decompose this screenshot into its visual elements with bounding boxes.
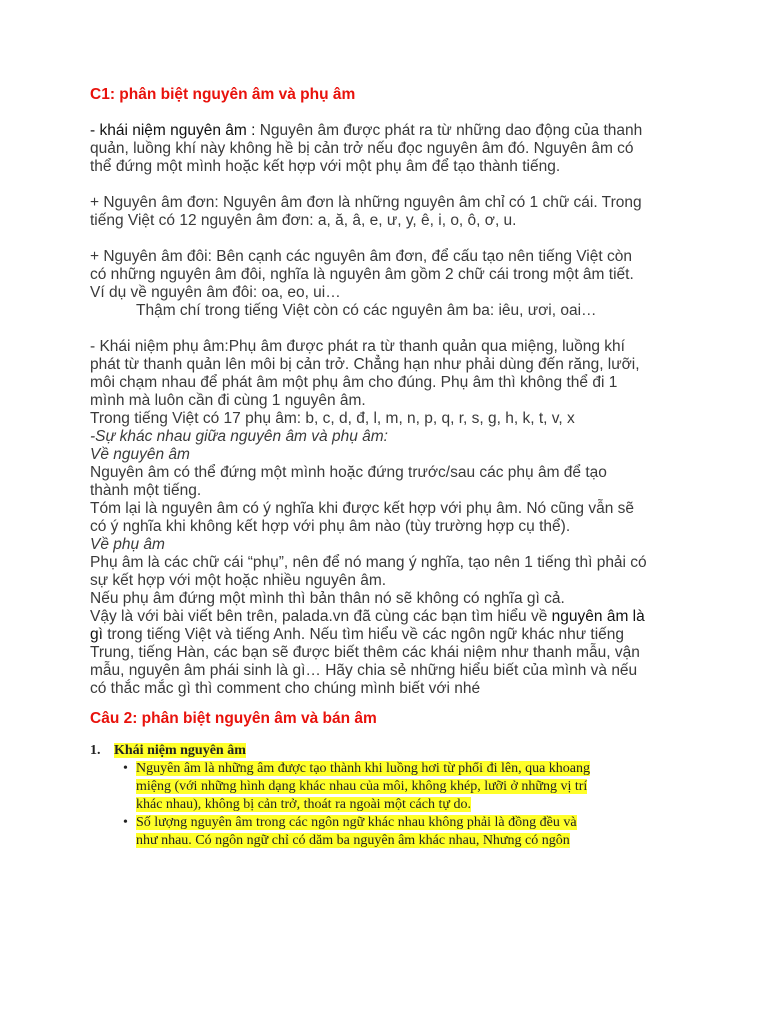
bullet-item bbox=[123, 814, 690, 850]
line: quản, luồng khí này không hề bị cản trở nếu đọc nguyên âm đó. Nguyên âm có bbox=[90, 140, 634, 157]
line: Trung, tiếng Hàn, các bạn sẽ được biết thêm các khái niệm như thanh mẫu, vận bbox=[90, 644, 640, 661]
line: khác nhau), không bị cản trở, thoát ra ngoài một cách tự do. bbox=[136, 797, 471, 812]
line: như nhau. Có ngôn ngữ chỉ có dăm ba nguyên âm khác nhau, Nhưng có ngôn bbox=[136, 833, 570, 848]
line: Nguyên âm có thể đứng một mình hoặc đứng trước/sau các phụ âm để tạo bbox=[90, 464, 607, 481]
bullet-icon: • bbox=[123, 815, 128, 830]
list-number: 1. bbox=[90, 743, 101, 758]
vowel-concept-heading: Khái niệm nguyên âm bbox=[114, 743, 246, 758]
line bbox=[90, 608, 690, 626]
line: - Khái niệm phụ âm:Phụ âm được phát ra từ thanh quản qua miệng, luồng khí bbox=[90, 338, 625, 355]
vowel-definition-label: - khái niệm nguyên âm : bbox=[90, 122, 256, 139]
single-vowel-paragraph bbox=[90, 194, 690, 230]
text: Vậy là với bài viết bên trên, palada.vn đã cùng các bạn tìm hiểu về bbox=[90, 608, 552, 625]
about-vowels-subheading: Về nguyên âm bbox=[90, 446, 190, 463]
line: có thắc mắc gì thì comment cho chúng mình biết với nhé bbox=[90, 680, 481, 697]
question-1-heading: C1: phân biệt nguyên âm và phụ âm bbox=[90, 86, 356, 103]
list-item-1 bbox=[90, 742, 690, 760]
line: sự kết hợp với một hoặc nhiều nguyên âm. bbox=[90, 572, 387, 589]
bullet-icon: • bbox=[123, 761, 128, 776]
line: thành một tiếng. bbox=[90, 482, 202, 499]
line: Phụ âm là các chữ cái “phụ”, nên để nó mang ý nghĩa, tạo nên 1 tiếng thì phải có bbox=[90, 554, 647, 571]
line: Ví dụ về nguyên âm đôi: oa, eo, ui… bbox=[90, 284, 341, 301]
line: + Nguyên âm đơn: Nguyên âm đơn là những nguyên âm chỉ có 1 chữ cái. Trong bbox=[90, 194, 642, 211]
line: phát từ thanh quản lên môi bị cản trở. Chẳng hạn như phải dùng đến răng, lưỡi, bbox=[90, 356, 640, 373]
line: có những nguyên âm đôi, nghĩa là nguyên âm gồm 2 chữ cái trong một âm tiết. bbox=[90, 266, 634, 283]
triphthong-line: Thậm chí trong tiếng Việt còn có các nguyên âm ba: iêu, ươi, oai… bbox=[136, 302, 597, 319]
line bbox=[90, 122, 690, 140]
question-2-heading: Câu 2: phân biệt nguyên âm và bán âm bbox=[90, 710, 377, 727]
line bbox=[90, 626, 690, 644]
vowel-article-link-cont[interactable]: gì bbox=[90, 626, 103, 643]
line: Trong tiếng Việt có 17 phụ âm: b, c, d, đ, l, m, n, p, q, r, s, g, h, k, t, v, x bbox=[90, 410, 575, 427]
line: miệng (với những hình dạng khác nhau của môi, không khép, lưỡi ở những vị trí bbox=[136, 779, 588, 794]
numbered-list bbox=[90, 742, 690, 850]
line: Số lượng nguyên âm trong các ngôn ngữ khác nhau không phải là đồng đều và bbox=[136, 815, 577, 830]
document-page bbox=[90, 86, 690, 850]
diphthong-paragraph bbox=[90, 248, 690, 320]
text: trong tiếng Việt và tiếng Anh. Nếu tìm hiểu về các ngôn ngữ khác như tiếng bbox=[102, 626, 625, 643]
vowel-article-link[interactable]: nguyên âm là bbox=[551, 608, 645, 625]
consonant-definition-paragraph bbox=[90, 338, 690, 698]
bullet-item bbox=[123, 760, 690, 814]
bullet-list bbox=[90, 760, 690, 850]
line: tiếng Việt có 12 nguyên âm đơn: a, ă, â, e, ư, y, ê, i, o, ô, ơ, u. bbox=[90, 212, 517, 229]
line: Nguyên âm là những âm được tạo thành khi luồng hơi từ phổi đi lên, qua khoang bbox=[136, 761, 590, 776]
line: môi chạm nhau để phát âm một phụ âm cho đúng. Phụ âm thì không thể đi 1 bbox=[90, 374, 618, 391]
line: thể đứng một mình hoặc kết hợp với một phụ âm để tạo thành tiếng. bbox=[90, 158, 561, 175]
line: Tóm lại là nguyên âm có ý nghĩa khi được kết hợp với phụ âm. Nó cũng vẫn sẽ bbox=[90, 500, 635, 517]
vowel-definition-paragraph bbox=[90, 122, 690, 176]
line: mình mà luôn cần đi cùng 1 nguyên âm. bbox=[90, 392, 366, 409]
line: + Nguyên âm đôi: Bên cạnh các nguyên âm đơn, để cấu tạo nên tiếng Việt còn bbox=[90, 248, 632, 265]
line: mẫu, nguyên âm phái sinh là gì… Hãy chia sẻ những hiểu biết của mình và nếu bbox=[90, 662, 638, 679]
text: Nguyên âm được phát ra từ những dao động của thanh bbox=[255, 122, 643, 139]
difference-heading: -Sự khác nhau giữa nguyên âm và phụ âm: bbox=[90, 428, 388, 445]
line: có ý nghĩa khi không kết hợp với phụ âm nào (tùy trường hợp cụ thể). bbox=[90, 518, 571, 535]
about-consonants-subheading: Về phụ âm bbox=[90, 536, 165, 553]
line: Nếu phụ âm đứng một mình thì bản thân nó sẽ không có nghĩa gì cả. bbox=[90, 590, 565, 607]
